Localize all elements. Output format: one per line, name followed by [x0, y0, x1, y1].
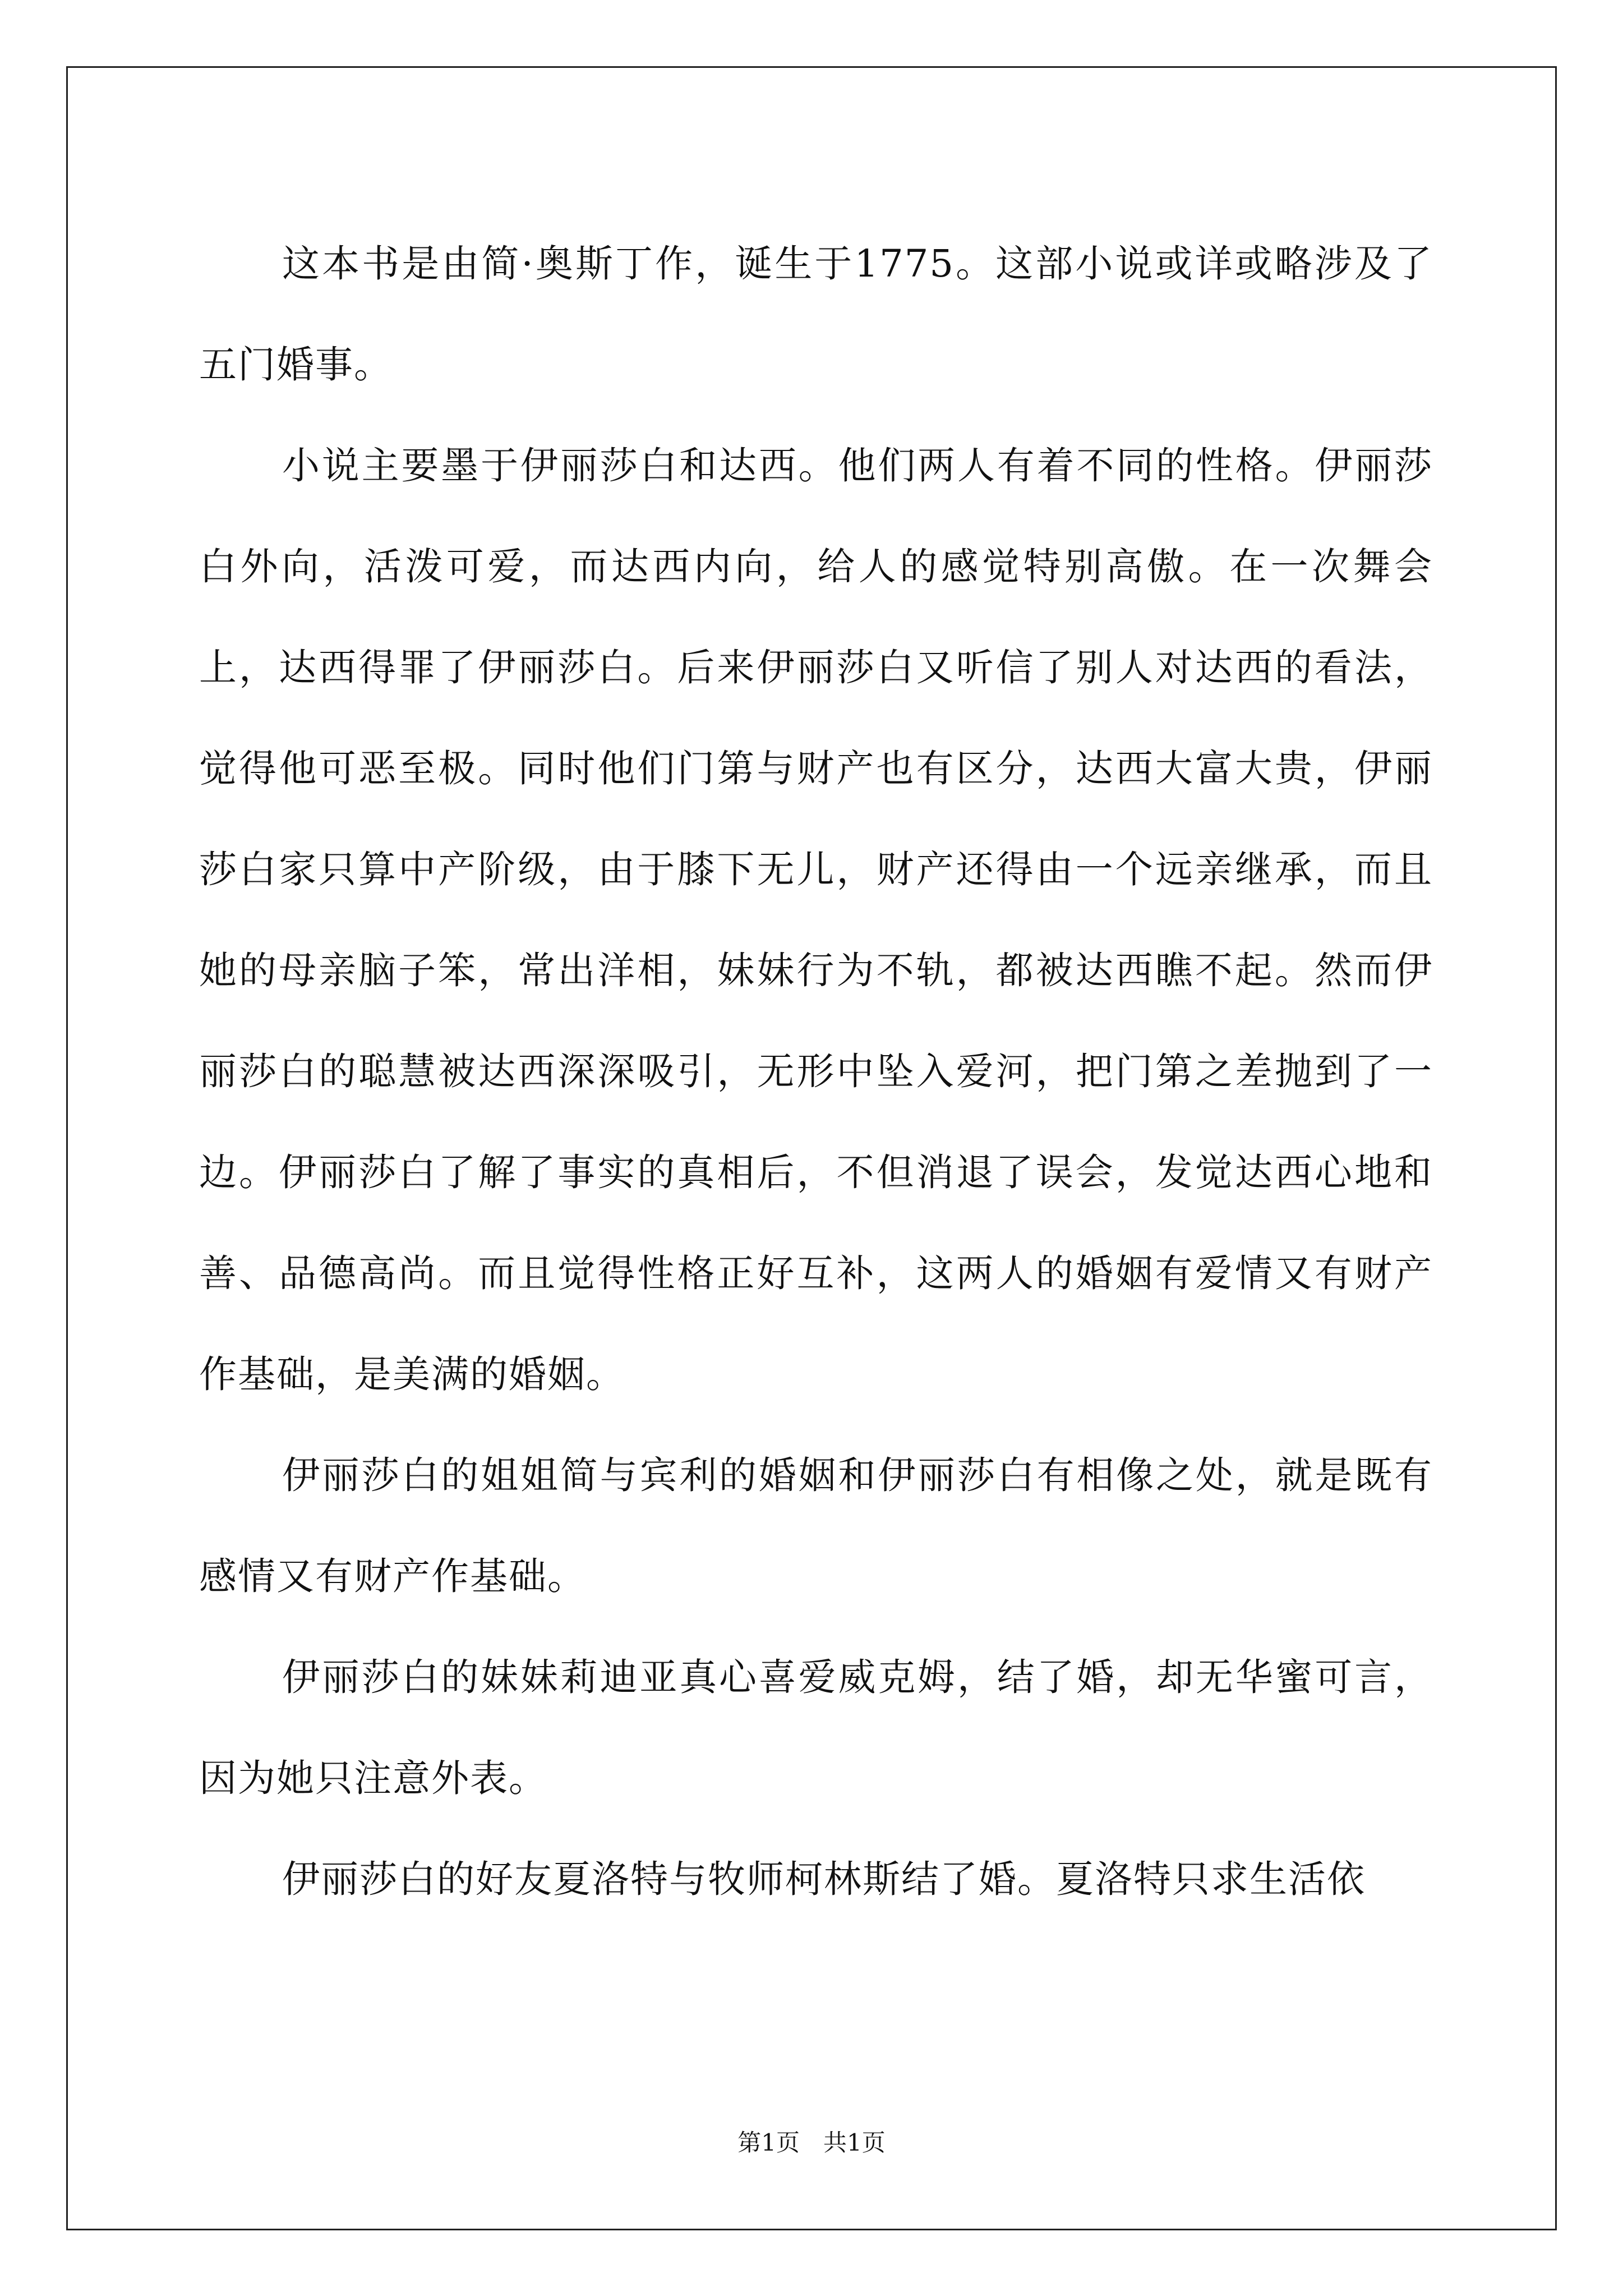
paragraph-3: 伊丽莎白的姐姐简与宾利的婚姻和伊丽莎白有相像之处，就是既有感情又有财产作基础。	[199, 1453, 1433, 1598]
paragraph-4: 伊丽莎白的妹妹莉迪亚真心喜爱威克姆，结了婚，却无华蜜可言，因为她只注意外表。	[199, 1655, 1433, 1800]
page-footer: 第1页 共1页	[737, 2129, 886, 2156]
paragraph-2: 小说主要墨于伊丽莎白和达西。他们两人有着不同的性格。伊丽莎白外向，活泼可爱，而达西内向，给人的感觉特别高傲。在一次舞会上，达西得罪了伊丽莎白。后来伊丽莎白又听信了别人对达西的看法，觉得他可恶至极。同时他们门第与财产也有区分，达西大富大贵，伊丽莎白家只算中产阶级，由于膝下无儿，财产还得由一个远亲继承，而且她的母亲脑子笨，常出洋相，妹妹行为不轨，都被达西瞧不起。然而伊丽莎白的聪慧被达西深深吸引，无形中坠入爱河，把门第之差抛到了一边。伊丽莎白了解了事实的真相后，不但消退了误会，发觉达西心地和善、品德高尚。而且觉得性格正好互补，这两人的婚姻有爱情又有财产作基础，是美满的婚姻。	[199, 444, 1433, 1396]
paragraph-5: 伊丽莎白的好友夏洛特与牧师柯林斯结了婚。夏洛特只求生活依	[282, 1857, 1366, 1901]
document-body	[199, 213, 1433, 1930]
paragraph-1: 这本书是由简·奥斯丁作，诞生于1775。这部小说或详或略涉及了五门婚事。	[199, 242, 1433, 386]
